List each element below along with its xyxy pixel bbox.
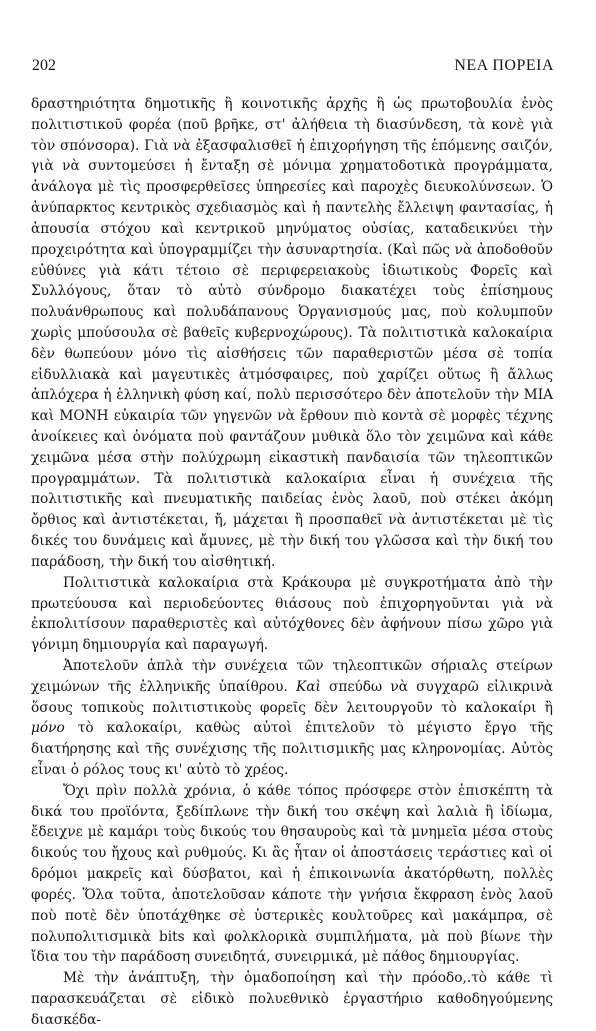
paragraph-4 [31,781,553,968]
paragraph-2 [31,573,553,656]
paragraph-5-text: Μὲ τὴν ἀνάπτυξη, τὴν ὁμαδοποίηση καὶ τὴν πρόοδο,.τὸ κάθε τὶ παρασκευάζεται σὲ εἰδικὸ πολυεθνικὸ ἐργαστήριο καθοδηγούμενης διασκέδα- [31,970,553,1028]
paragraph-1 [31,94,553,573]
paragraph-3 [31,656,553,781]
paragraph-3-italic-kai: Καὶ [296,678,321,695]
paragraph-3-text-a: Ἀποτελοῦν ἁπλὰ τὴν συνέχεια τῶν τηλεοπτικῶν σήριαλς στείρων χειμώνων τῆς ἑλληνικῆς ὑπαίθρου. [31,657,553,695]
paragraph-3-text-b: σπεύδω νὰ συγχαρῶ εἰλικρινὰ ὅσους τοπικοὺς πολιτιστικοὺς φορεῖς δὲν λειτουργοῦν τὸ καλοκαίρι ἢ [31,678,553,716]
journal-title: ΝΕΑ ΠΟΡΕΙΑ [454,57,554,74]
running-head [32,56,554,76]
paragraph-3-text-c: τὸ καλοκαίρι, καθὼς αὐτοὶ ἐπιτελοῦν τὸ μέγιστο ἔργο τῆς διατήρησης καὶ τῆς συνέχισης τῆς πολιτισμικῆς μας κληρονομίας. Αὐτὸς εἶναι ὁ ρόλος τους κι' αὐτὸ τὸ χρέος. [31,720,553,778]
paragraph-5 [31,968,553,1030]
paragraph-3-italic-mono: μόνο [31,720,65,737]
paragraph-1-text: δραστηριότητα δημοτικῆς ἢ κοινοτικῆς ἀρχῆς ἢ ὡς πρωτοβουλία ἑνὸς πολιτιστικοῦ φορέα (ποῦ βρῆκε, στ' ἀλήθεια τὴ διασύνδεση, τὰ κονὲ γιὰ τὸν σπόνσορα). Γιὰ νὰ ἐξασφαλισθεῖ ἡ ἐπιχορήγηση τῆς ἑπόμενης σαιζόν, γιὰ νὰ συντομεύσει ἡ ἔνταξη σὲ μόνιμα χρηματοδοτικὰ προγράμματα, ἀνάλογα μὲ τὶς προσφερθεῖσες ὑπηρεσίες καὶ παροχὲς διευκολύνσεων. Ὁ ἀνύπαρκτος κεντρικὸς σχεδιασμὸς καὶ ἡ παντελὴς ἔλλειψη φαντασίας, ἡ ἀπουσία στόχου καὶ κεντρικοῦ μηνύματος οὐσίας, καταδεικνύει τὴν προχειρότητα καὶ ὑπογραμμίζει τὴν ἀσυναρτησία. (Καὶ πῶς νὰ ἀποδοθοῦν εὐθύνες γιὰ κάτι τέτοιο σὲ περιφερειακοὺς ἰδιωτικοὺς Φορεῖς καὶ Συλλόγους, ὅταν τὸ αὐτὸ σύνδρομο διακατέχει τοὺς ἐπίσημους πολυάνθρωπους καὶ πολυδάπανους Ὀργανισμούς μας, ποὺ κολυμποῦν χωρὶς μπούσουλα σὲ βαθεῖς κυβερνοχώρους). Τὰ πολιτιστικὰ καλοκαίρια δὲν θωπεύουν μόνο τὶς αἰσθήσεις τῶν παραθεριστῶν μέσα σὲ τοπία εἰδυλλιακὰ καὶ μαγευτικὲς ἀτμόσφαιρες, ποὺ χαρίζει οὕτως ἢ ἄλλως ἁπλόχερα ἡ ἑλληνικὴ φύση καί, πολὺ περισσότερο δὲν ἀποτελοῦν τὴν ΜΙΑ καὶ ΜΟΝΗ εὐκαιρία τῶν γηγενῶν νὰ ἔρθουν πιὸ κοντὰ σὲ μορφὲς τέχνης ἀνοίκειες καὶ ὀνόματα ποὺ φαντάζουν μυθικὰ ὅλο τὸν χειμῶνα καὶ κάθε χειμῶνα μέσα στὴν πολύχρωμη εἰκαστικὴ πανδαισία τῶν τηλεοπτικῶν προγραμμάτων. Τὰ πολιτιστικὰ καλοκαίρια εἶναι ἡ συνέχεια τῆς πολιτιστικῆς καὶ πνευματικῆς παιδείας ἑνὸς λαοῦ, ποὺ στέκει ἀκόμη ὄρθιος καὶ ἀντιστέκεται, ἤ, μάχεται ἢ προσπαθεῖ νὰ ἀντιστέκεται μὲ τὶς δικές του δυνάμεις καὶ ἄμυνες, μὲ τὴν δική του γλῶσσα καὶ τὴν δική του παράδοση, τὴν δική του αἰσθητική. [31,96,553,570]
paragraph-4-text: Ὄχι πρὶν πολλὰ χρόνια, ὁ κάθε τόπος πρόσφερε στὸν ἐπισκέπτη τὰ δικά του προϊόντα, ξεδίπλωνε τὴν δική του σκέψη καὶ λαλιὰ ἢ ἰδίωμα, ἔδειχνε μὲ καμάρι τοὺς δικούς του θησαυροὺς καὶ τὰ μνημεῖα μέσα στοὺς δικούς του ἤχους καὶ ρυθμούς. Κι ἂς ἦταν οἱ ἀποστάσεις τεράστιες καὶ οἱ δρόμοι μακρεῖς καὶ δύσβατοι, καὶ ἡ ἐπικοινωνία ἀκατόρθωτη, πολλὲς φορές. Ὅλα τοῦτα, ἀποτελοῦσαν κάποτε τὴν γνήσια ἔκφραση ἑνὸς λαοῦ ποὺ ποτὲ δὲν ὑποτάχθηκε σὲ ὑστερικὲς κουλτοῦρες καὶ μακάμπρα, σὲ πολυπολιτισμικὰ bits καὶ φολκλορικὰ συμπιλήματα, μὰ ποὺ βίωνε τὴν ἴδια του τὴν παράδοση συνειδητά, συνειρμικά, μὲ πάθος δημιουργίας. [31,782,553,966]
body-text [31,94,553,1031]
paragraph-2-text: Πολιτιστικὰ καλοκαίρια στὰ Κράκουρα μὲ συγκροτήματα ἀπὸ τὴν πρωτεύουσα καὶ περιοδεύοντες θιάσους ποὺ ἐπιχορηγοῦνται γιὰ νὰ ἐκπολιτίσουν παραθεριστὲς καὶ αὐτόχθονες δὲν ἀφήνουν πίσω χῶρο γιὰ γόνιμη δημιουργία καὶ παραγωγή. [31,574,553,654]
page-number: 202 [32,57,56,74]
